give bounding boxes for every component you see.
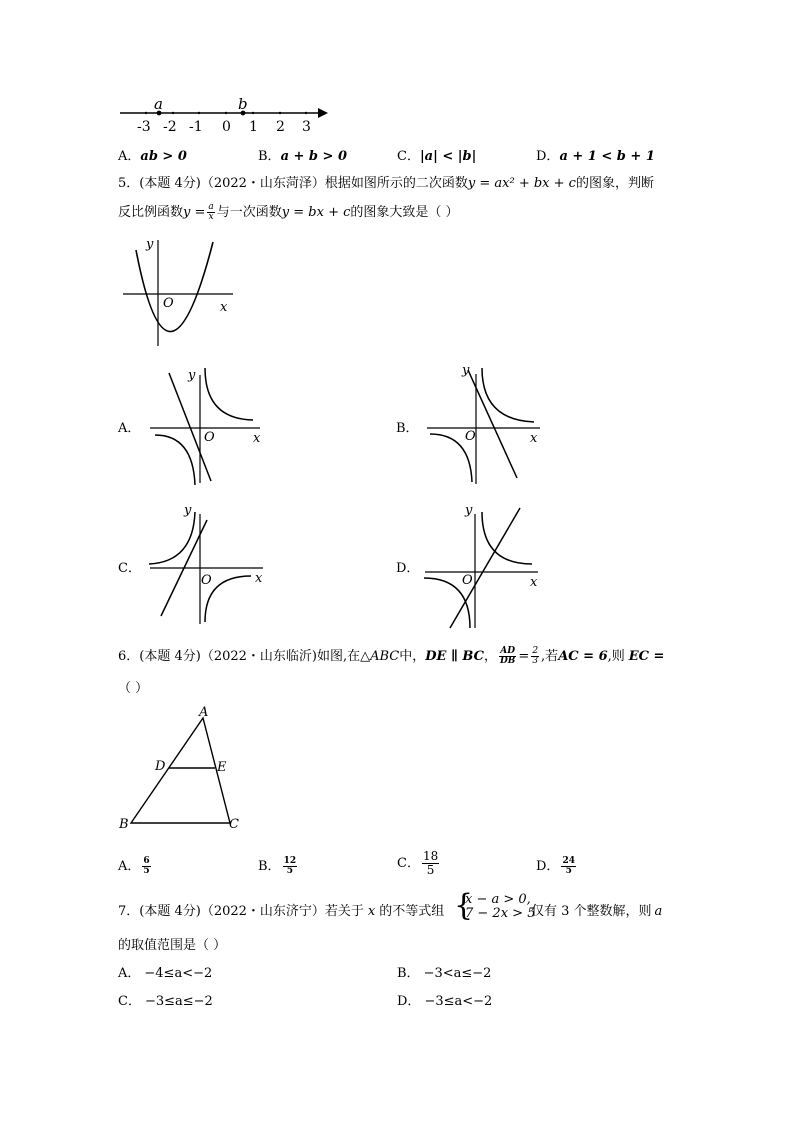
y-axis-label: y — [465, 503, 473, 518]
q6-option-b[interactable] — [258, 855, 299, 876]
origin-label: O — [465, 429, 476, 444]
point-b-label: b — [238, 95, 248, 113]
option-text: −4≤a<−2 — [144, 966, 213, 981]
triangle-figure — [115, 702, 255, 832]
q5-option-c-letter[interactable]: C． — [118, 561, 141, 576]
tick-label: 1 — [249, 119, 258, 135]
origin-label: O — [201, 573, 212, 588]
option-letter: A． — [118, 966, 141, 981]
option-letter: B． — [397, 966, 420, 981]
q7-option-c[interactable] — [118, 990, 213, 1009]
q7-prefix: 7．(本题 4分)（2022・山东济宁）若关于 — [118, 904, 364, 919]
q6-option-d[interactable] — [536, 855, 578, 876]
origin-label: O — [163, 296, 174, 311]
y-axis-label: y — [188, 368, 196, 383]
q6-comma: ， — [483, 649, 497, 664]
q6-parallel: DE ∥ BC — [425, 649, 484, 664]
system-brace: { — [454, 888, 474, 923]
frac-num: 2 — [532, 646, 539, 656]
option-letter: D． — [397, 994, 421, 1009]
option-text: ab > 0 — [140, 149, 187, 164]
x-axis-label: x — [530, 431, 538, 446]
q7-stem-suffix — [531, 900, 662, 919]
tick-label: 0 — [222, 119, 231, 135]
tick-label: 3 — [302, 119, 311, 135]
q6-ac: AC = 6 — [558, 649, 608, 664]
q6-stem-line1 — [118, 645, 664, 666]
q5-option-b-letter[interactable]: B． — [396, 421, 419, 436]
y-axis-label: y — [462, 363, 470, 378]
q7-option-d[interactable] — [397, 990, 492, 1009]
q7-suffix: 仅有 3 个整数解，则 — [531, 904, 652, 919]
q5-option-d-letter[interactable]: D． — [396, 561, 420, 576]
x-axis-label: x — [253, 431, 261, 446]
q6-if: ,若 — [541, 649, 559, 664]
q7-stem-line2: 的取值范围是（ ） — [118, 938, 227, 953]
frac-num: 12 — [283, 856, 297, 866]
tick-label: -3 — [137, 119, 151, 135]
option-text: −3<a≤−2 — [423, 966, 492, 981]
inequality-system — [465, 893, 535, 921]
x-axis-label: x — [220, 300, 228, 315]
inequality-2: 7 − 2x > 5 — [465, 906, 536, 921]
q6-option-a[interactable] — [118, 855, 153, 876]
option-text: −3≤a≤−2 — [144, 994, 213, 1009]
q5-prefix2: 反比例函数 — [118, 205, 184, 220]
q6-ec: EC = — [628, 649, 665, 664]
q7-stem-line1 — [118, 900, 444, 919]
q4-option-b[interactable] — [258, 145, 347, 164]
tick-label: -2 — [163, 119, 177, 135]
option-letter: D． — [536, 859, 560, 874]
parabola-graph — [118, 232, 238, 350]
frac-den: 5 — [426, 863, 435, 877]
q5-suffix2: 的图象大致是（ ） — [350, 205, 459, 220]
equals: = — [518, 649, 530, 664]
q5-option-d-graph[interactable] — [420, 500, 548, 632]
q6-mid: 中， — [399, 649, 426, 664]
vertex-b-label: B — [119, 817, 129, 832]
origin-label: O — [462, 573, 473, 588]
frac-num: 18 — [422, 849, 439, 863]
vertex-d-label: D — [155, 759, 166, 774]
q5-stem-line1 — [118, 172, 654, 191]
q5-mid: 与一次函数 — [216, 205, 282, 220]
q6-triangle: △ABC — [360, 649, 400, 664]
frac-num: 24 — [562, 856, 575, 866]
q7-x: x — [367, 904, 376, 919]
vertex-e-label: E — [217, 760, 227, 775]
x-axis-label: x — [530, 575, 538, 590]
q5-option-c-graph[interactable] — [145, 500, 270, 628]
q5-suffix: 的图象，判断 — [575, 176, 654, 191]
option-letter: C． — [397, 149, 420, 164]
q5-option-a-graph[interactable] — [145, 363, 270, 488]
frac-den: x — [208, 212, 214, 222]
q7-a: a — [654, 904, 663, 919]
option-letter: A． — [118, 859, 141, 874]
y-axis-label: y — [146, 237, 154, 252]
option-letter: B． — [258, 859, 281, 874]
frac-den: 5 — [143, 866, 150, 876]
option-letter: C． — [118, 994, 141, 1009]
point-a-label: a — [154, 95, 163, 113]
x-axis-label: x — [255, 571, 263, 586]
q4-option-d[interactable] — [536, 145, 655, 164]
frac-den: 5 — [286, 866, 293, 876]
option-text: |a| < |b| — [419, 149, 477, 164]
inequality-1: x − a > 0, — [465, 892, 531, 907]
frac-num: a — [208, 202, 214, 212]
frac-den: 5 — [565, 866, 572, 876]
q6-prefix: 6．(本题 4分)（2022・山东临沂)如图,在 — [118, 649, 361, 664]
q4-option-a[interactable] — [118, 145, 187, 164]
q5-prefix: 5．(本题 4分)（2022・山东菏泽）根据如图所示的二次函数 — [118, 176, 468, 191]
origin-label: O — [204, 430, 215, 445]
q6-stem-line2: （ ） — [118, 681, 149, 696]
frac-den: DB — [499, 656, 516, 666]
option-text: a + 1 < b + 1 — [559, 149, 655, 164]
vertex-a-label: A — [199, 705, 209, 720]
q7-option-a[interactable] — [118, 962, 212, 981]
option-letter: D． — [536, 149, 560, 164]
q6-option-c[interactable] — [397, 850, 441, 877]
q5-linear: y = bx + c — [281, 205, 351, 220]
option-letter: B． — [258, 149, 281, 164]
frac-den: 3 — [532, 656, 539, 666]
option-text: a + b > 0 — [280, 149, 348, 164]
q6-then: ,则 — [607, 649, 625, 664]
q5-y-eq: y = — [183, 205, 206, 220]
q4-option-c[interactable] — [397, 145, 476, 164]
q7-mid: 的不等式组 — [379, 904, 445, 919]
y-axis-label: y — [184, 503, 192, 518]
option-letter: A． — [118, 149, 141, 164]
frac-num: AD — [500, 646, 516, 656]
q7-option-b[interactable] — [397, 962, 491, 981]
q5-option-a-letter[interactable]: A． — [118, 421, 141, 436]
option-letter: C． — [397, 856, 420, 871]
option-text: −3≤a<−2 — [424, 994, 493, 1009]
number-line — [110, 95, 340, 140]
frac-num: 6 — [143, 856, 150, 866]
tick-label: 2 — [276, 119, 285, 135]
vertex-c-label: C — [229, 817, 239, 832]
q5-stem-line2 — [118, 201, 459, 222]
tick-label: -1 — [189, 119, 203, 135]
q5-option-b-graph[interactable] — [422, 360, 547, 488]
q5-quadratic: y = ax² + bx + c — [467, 176, 576, 191]
